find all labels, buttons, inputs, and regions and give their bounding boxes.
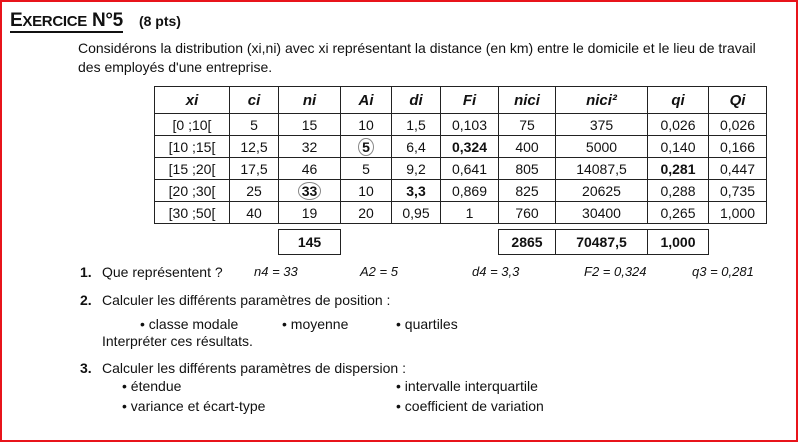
cell-value: 12,5 — [240, 138, 268, 155]
table-cell — [709, 114, 767, 136]
cell-value: 9,2 — [406, 160, 426, 177]
cell-value: 32 — [301, 138, 318, 155]
cell-value: 15 — [301, 116, 318, 133]
table-cell — [441, 180, 499, 202]
cell-value: 760 — [515, 204, 539, 221]
question-2: 2. Calculer les différents paramètres de position : — [80, 292, 391, 308]
cell-value: [15 ;20[ — [168, 160, 216, 177]
table-row — [155, 136, 767, 158]
cell-value: [10 ;15[ — [168, 138, 216, 155]
q1-item: F2 = 0,324 — [584, 264, 647, 279]
cell-value: 19 — [301, 204, 318, 221]
cell-value: 10 — [358, 182, 374, 199]
cell-value: 30400 — [582, 204, 621, 221]
table-cell — [341, 180, 392, 202]
cell-value: 0,281 — [660, 160, 696, 177]
table-cell — [392, 202, 441, 224]
table-cell — [279, 136, 341, 158]
q3-item: • coefficient de variation — [396, 398, 544, 414]
table-cell — [230, 180, 279, 202]
table-cell — [441, 114, 499, 136]
empty-cell — [155, 230, 230, 255]
column-header: Ai — [341, 87, 392, 114]
total-qi: 1,000 — [648, 230, 709, 255]
table-cell — [648, 202, 709, 224]
cell-value: [30 ;50[ — [168, 204, 216, 221]
q1-item: d4 = 3,3 — [472, 264, 520, 279]
table-cell — [279, 180, 341, 202]
q3-item: • étendue — [122, 378, 182, 394]
table-cell — [392, 158, 441, 180]
table-cell — [648, 114, 709, 136]
question-1: 1. Que représentent ? — [80, 264, 223, 280]
cell-value: 1,000 — [719, 204, 756, 221]
table-cell — [499, 202, 556, 224]
table-cell — [392, 136, 441, 158]
cell-value: 400 — [515, 138, 539, 155]
cell-value: 20 — [358, 204, 374, 221]
table-cell — [441, 158, 499, 180]
empty-cell — [392, 230, 441, 255]
cell-value: 3,3 — [406, 182, 426, 199]
cell-value: 0,026 — [660, 116, 696, 133]
table-cell — [392, 114, 441, 136]
table-cell — [392, 180, 441, 202]
cell-value: 0,447 — [719, 160, 756, 177]
cell-value: 1 — [465, 204, 474, 221]
table-row — [155, 158, 767, 180]
question-3: 3. Calculer les différents paramètres de dispersion : — [80, 360, 407, 376]
table-cell — [441, 202, 499, 224]
q1-item: q3 = 0,281 — [692, 264, 754, 279]
table-cell — [556, 202, 648, 224]
cell-value: 17,5 — [240, 160, 268, 177]
table-cell — [556, 136, 648, 158]
table-cell — [556, 114, 648, 136]
table-cell — [279, 114, 341, 136]
q1-item: A2 = 5 — [360, 264, 398, 279]
cell-value: 46 — [301, 160, 318, 177]
cell-value: 5 — [362, 160, 370, 177]
empty-cell — [709, 230, 767, 255]
cell-value: 0,026 — [719, 116, 756, 133]
table-cell — [341, 136, 392, 158]
cell-value: 0,166 — [719, 138, 756, 155]
q2-item: • moyenne — [282, 316, 349, 332]
cell-value: 375 — [589, 116, 614, 133]
cell-value: 0,288 — [660, 182, 696, 199]
table-cell — [230, 136, 279, 158]
table-cell — [709, 136, 767, 158]
cell-value: 10 — [358, 116, 374, 133]
table-cell — [499, 180, 556, 202]
cell-value: 14087,5 — [576, 160, 627, 177]
table-cell — [648, 180, 709, 202]
cell-value: 805 — [515, 160, 539, 177]
cell-value: 0,735 — [719, 182, 756, 199]
cell-value: 0,641 — [451, 160, 488, 177]
table-cell — [230, 158, 279, 180]
cell-value: 25 — [246, 182, 262, 199]
table-cell — [279, 158, 341, 180]
table-row — [155, 202, 767, 224]
cell-value: 5 — [250, 116, 258, 133]
table-cell — [155, 114, 230, 136]
cell-value: 5 — [358, 138, 374, 156]
table-cell — [648, 136, 709, 158]
cell-value: 0,95 — [402, 204, 430, 221]
q3-item: • intervalle interquartile — [396, 378, 538, 394]
column-header: qi — [648, 87, 709, 114]
q1-item: n4 = 33 — [254, 264, 298, 279]
table-cell — [155, 180, 230, 202]
table-cell — [499, 114, 556, 136]
cell-value: 6,4 — [406, 138, 426, 155]
cell-value: 0,869 — [451, 182, 488, 199]
column-header: di — [392, 87, 441, 114]
table-row — [155, 114, 767, 136]
column-header: Fi — [441, 87, 499, 114]
table-cell — [230, 202, 279, 224]
q2-item: • classe modale — [140, 316, 239, 332]
empty-cell — [230, 230, 279, 255]
cell-value: 20625 — [582, 182, 621, 199]
column-header: ni — [279, 87, 341, 114]
exercise-title: EXERCICE N°5 (8 pts) — [10, 10, 181, 31]
cell-value: 0,103 — [451, 116, 488, 133]
table-cell — [648, 158, 709, 180]
cell-value: 0,265 — [660, 204, 696, 221]
total-ni: 145 — [279, 230, 341, 255]
table-cell — [709, 202, 767, 224]
table-cell — [279, 202, 341, 224]
table-row — [155, 180, 767, 202]
intro-text: Considérons la distribution (xi,ni) avec xi représentant la distance (en km) entre le domicile et le lieu de travail des employés d'une entreprise. — [78, 40, 756, 75]
empty-cell — [341, 230, 392, 255]
totals-row — [155, 230, 767, 255]
q3-item: • variance et écart-type — [122, 398, 266, 414]
column-header: xi — [155, 87, 230, 114]
cell-value: [0 ;10[ — [172, 116, 212, 133]
cell-value: 40 — [246, 204, 262, 221]
distribution-table — [154, 86, 767, 255]
cell-value: 33 — [298, 182, 322, 200]
table-cell — [155, 202, 230, 224]
table-cell — [709, 158, 767, 180]
total-nici: 2865 — [499, 230, 556, 255]
table-cell — [499, 136, 556, 158]
table-cell — [441, 136, 499, 158]
q2-note: Interpréter ces résultats. — [102, 333, 253, 349]
cell-value: 75 — [519, 116, 535, 133]
empty-cell — [441, 230, 499, 255]
cell-value: 1,5 — [406, 116, 426, 133]
table-cell — [556, 158, 648, 180]
cell-value: 0,324 — [451, 138, 488, 155]
column-header: nici — [499, 87, 556, 114]
column-header: Qi — [709, 87, 767, 114]
column-header: ci — [230, 87, 279, 114]
total-nici2: 70487,5 — [556, 230, 648, 255]
cell-value: [20 ;30[ — [168, 182, 216, 199]
cell-value: 0,140 — [660, 138, 696, 155]
table-cell — [499, 158, 556, 180]
cell-value: 5000 — [585, 138, 618, 155]
table-cell — [341, 114, 392, 136]
table-cell — [155, 136, 230, 158]
cell-value: 825 — [515, 182, 539, 199]
column-header: nici² — [556, 87, 648, 114]
table-cell — [341, 158, 392, 180]
table-cell — [155, 158, 230, 180]
table-cell — [341, 202, 392, 224]
q2-item: • quartiles — [396, 316, 458, 332]
table-cell — [556, 180, 648, 202]
table-cell — [230, 114, 279, 136]
table-cell — [709, 180, 767, 202]
